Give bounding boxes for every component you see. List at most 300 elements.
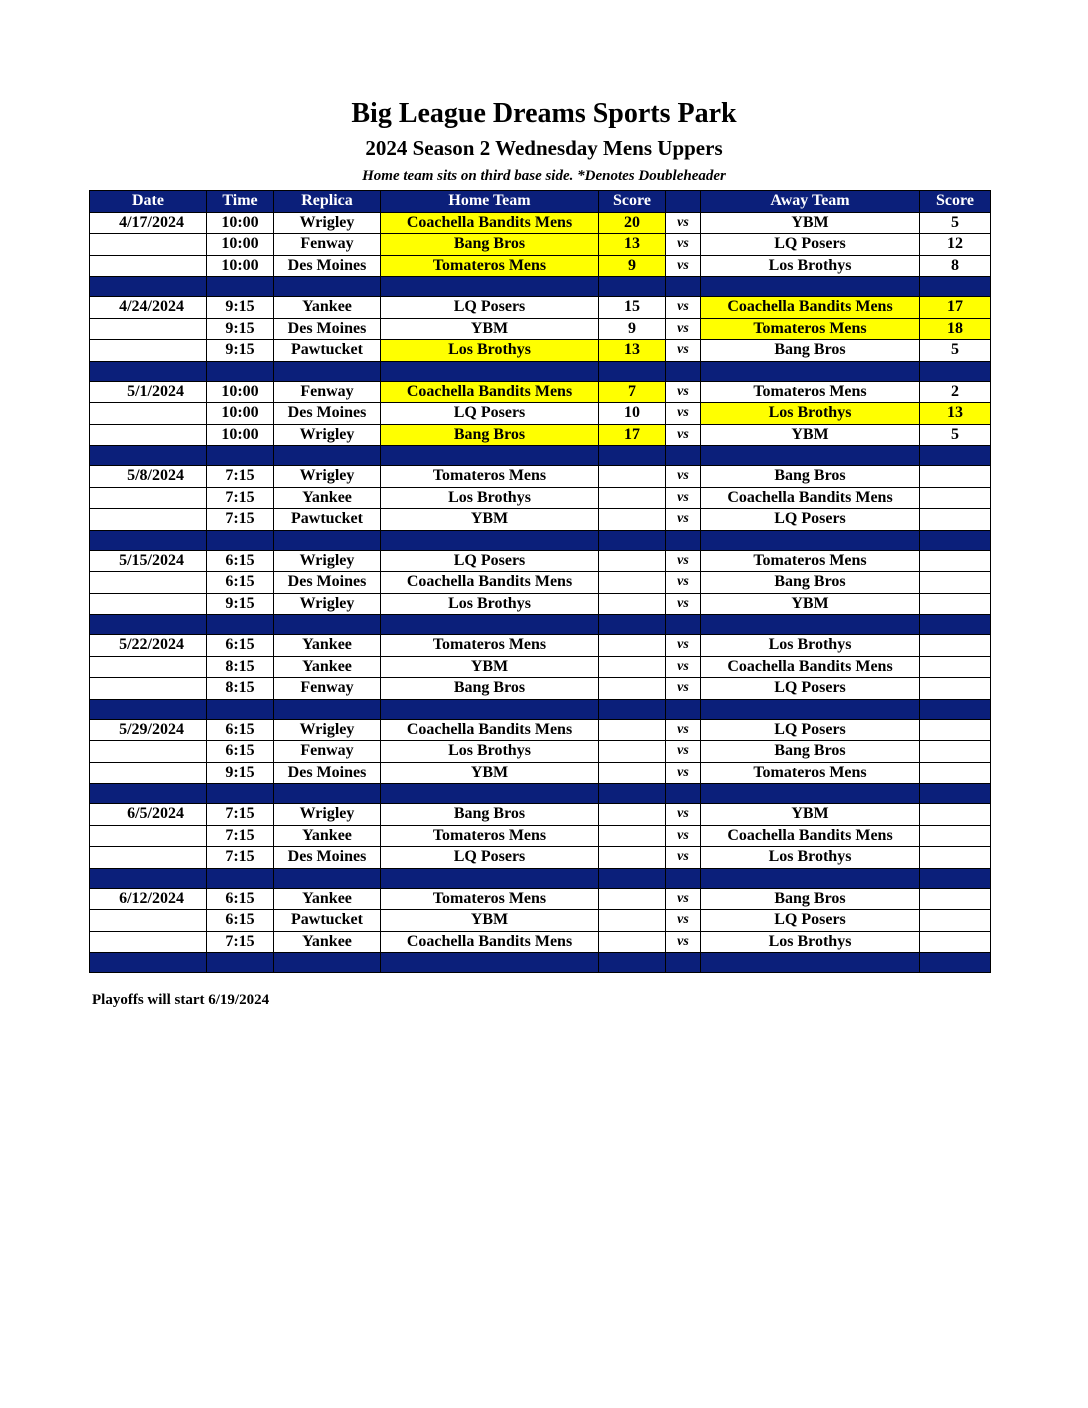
home-team: YBM xyxy=(381,318,599,340)
away-team: Tomateros Mens xyxy=(701,318,920,340)
away-team: Los Brothys xyxy=(701,635,920,657)
away-score: 13 xyxy=(920,403,991,425)
separator-cell xyxy=(274,615,381,635)
home-team: Bang Bros xyxy=(381,678,599,700)
home-score: 17 xyxy=(599,424,666,446)
vs-label: vs xyxy=(666,509,701,531)
away-score xyxy=(920,847,991,869)
home-team: YBM xyxy=(381,509,599,531)
week-separator-row xyxy=(90,699,991,719)
table-row xyxy=(90,340,991,362)
away-team: LQ Posers xyxy=(701,234,920,256)
game-replica: Pawtucket xyxy=(274,910,381,932)
separator-cell xyxy=(920,361,991,381)
separator-cell xyxy=(207,530,274,550)
vs-label: vs xyxy=(666,318,701,340)
home-team: YBM xyxy=(381,656,599,678)
separator-cell xyxy=(599,530,666,550)
table-row xyxy=(90,381,991,403)
game-replica: Wrigley xyxy=(274,550,381,572)
vs-label: vs xyxy=(666,804,701,826)
vs-label: vs xyxy=(666,424,701,446)
separator-cell xyxy=(666,277,701,297)
week-separator-row xyxy=(90,615,991,635)
vs-label: vs xyxy=(666,719,701,741)
home-score xyxy=(599,487,666,509)
away-score xyxy=(920,804,991,826)
separator-cell xyxy=(207,953,274,973)
away-team: Los Brothys xyxy=(701,931,920,953)
vs-label: vs xyxy=(666,234,701,256)
away-score xyxy=(920,635,991,657)
game-time: 6:15 xyxy=(207,910,274,932)
game-date xyxy=(90,847,207,869)
separator-cell xyxy=(701,277,920,297)
table-row xyxy=(90,888,991,910)
week-separator-row xyxy=(90,530,991,550)
separator-cell xyxy=(599,361,666,381)
separator-cell xyxy=(920,784,991,804)
separator-cell xyxy=(701,615,920,635)
home-team: Coachella Bandits Mens xyxy=(381,212,599,234)
home-score: 15 xyxy=(599,297,666,319)
game-replica: Fenway xyxy=(274,234,381,256)
game-time: 7:15 xyxy=(207,825,274,847)
table-row xyxy=(90,847,991,869)
game-date: 4/24/2024 xyxy=(90,297,207,319)
separator-cell xyxy=(207,615,274,635)
home-team: Tomateros Mens xyxy=(381,825,599,847)
game-date xyxy=(90,340,207,362)
vs-label: vs xyxy=(666,466,701,488)
away-team: Bang Bros xyxy=(701,572,920,594)
away-team: LQ Posers xyxy=(701,509,920,531)
home-score xyxy=(599,593,666,615)
home-team: Tomateros Mens xyxy=(381,635,599,657)
col-header-vs xyxy=(666,191,701,213)
vs-label: vs xyxy=(666,888,701,910)
separator-cell xyxy=(920,446,991,466)
game-date xyxy=(90,656,207,678)
separator-cell xyxy=(274,361,381,381)
game-time: 7:15 xyxy=(207,931,274,953)
away-score xyxy=(920,509,991,531)
home-score xyxy=(599,804,666,826)
away-score: 5 xyxy=(920,424,991,446)
game-date: 5/15/2024 xyxy=(90,550,207,572)
table-row xyxy=(90,931,991,953)
separator-cell xyxy=(381,446,599,466)
away-score xyxy=(920,572,991,594)
schedule-table xyxy=(89,190,991,973)
home-team: Coachella Bandits Mens xyxy=(381,572,599,594)
game-time: 6:15 xyxy=(207,550,274,572)
separator-cell xyxy=(599,699,666,719)
table-row xyxy=(90,318,991,340)
game-replica: Wrigley xyxy=(274,719,381,741)
separator-cell xyxy=(274,530,381,550)
separator-cell xyxy=(599,953,666,973)
table-row xyxy=(90,719,991,741)
separator-cell xyxy=(381,953,599,973)
home-team: LQ Posers xyxy=(381,847,599,869)
table-row xyxy=(90,825,991,847)
separator-cell xyxy=(381,530,599,550)
game-date xyxy=(90,403,207,425)
table-row xyxy=(90,212,991,234)
away-score: 18 xyxy=(920,318,991,340)
vs-label: vs xyxy=(666,593,701,615)
game-date xyxy=(90,424,207,446)
away-team: YBM xyxy=(701,593,920,615)
vs-label: vs xyxy=(666,825,701,847)
game-replica: Yankee xyxy=(274,931,381,953)
table-row xyxy=(90,762,991,784)
vs-label: vs xyxy=(666,931,701,953)
away-team: Bang Bros xyxy=(701,340,920,362)
separator-cell xyxy=(666,615,701,635)
game-replica: Wrigley xyxy=(274,804,381,826)
separator-cell xyxy=(207,868,274,888)
game-time: 9:15 xyxy=(207,297,274,319)
vs-label: vs xyxy=(666,656,701,678)
vs-label: vs xyxy=(666,910,701,932)
away-team: Coachella Bandits Mens xyxy=(701,487,920,509)
separator-cell xyxy=(207,699,274,719)
home-score xyxy=(599,741,666,763)
home-score: 13 xyxy=(599,340,666,362)
home-team: Bang Bros xyxy=(381,234,599,256)
game-time: 9:15 xyxy=(207,593,274,615)
away-team: LQ Posers xyxy=(701,719,920,741)
game-replica: Pawtucket xyxy=(274,509,381,531)
vs-label: vs xyxy=(666,550,701,572)
away-score xyxy=(920,487,991,509)
table-row xyxy=(90,741,991,763)
game-date xyxy=(90,509,207,531)
home-score xyxy=(599,825,666,847)
game-date xyxy=(90,678,207,700)
col-header-away-score: Score xyxy=(920,191,991,213)
away-team: LQ Posers xyxy=(701,910,920,932)
home-score xyxy=(599,910,666,932)
separator-cell xyxy=(381,699,599,719)
week-separator-row xyxy=(90,784,991,804)
game-time: 8:15 xyxy=(207,656,274,678)
col-header-date: Date xyxy=(90,191,207,213)
separator-cell xyxy=(90,615,207,635)
separator-cell xyxy=(90,277,207,297)
home-score xyxy=(599,656,666,678)
away-score: 17 xyxy=(920,297,991,319)
away-team: Bang Bros xyxy=(701,888,920,910)
table-row xyxy=(90,656,991,678)
table-row xyxy=(90,550,991,572)
vs-label: vs xyxy=(666,212,701,234)
away-team: Tomateros Mens xyxy=(701,550,920,572)
away-team: YBM xyxy=(701,804,920,826)
separator-cell xyxy=(274,868,381,888)
col-header-home-team: Home Team xyxy=(381,191,599,213)
separator-cell xyxy=(666,784,701,804)
game-date xyxy=(90,234,207,256)
game-replica: Wrigley xyxy=(274,466,381,488)
game-replica: Pawtucket xyxy=(274,340,381,362)
away-team: Coachella Bandits Mens xyxy=(701,297,920,319)
game-time: 10:00 xyxy=(207,424,274,446)
table-row xyxy=(90,593,991,615)
away-score xyxy=(920,678,991,700)
game-time: 9:15 xyxy=(207,340,274,362)
page-subtitle: 2024 Season 2 Wednesday Mens Uppers xyxy=(365,136,723,160)
separator-cell xyxy=(90,868,207,888)
separator-cell xyxy=(666,361,701,381)
table-row xyxy=(90,234,991,256)
home-score xyxy=(599,509,666,531)
home-team: Los Brothys xyxy=(381,593,599,615)
separator-cell xyxy=(701,361,920,381)
col-header-replica: Replica xyxy=(274,191,381,213)
home-team: Los Brothys xyxy=(381,741,599,763)
home-team: YBM xyxy=(381,910,599,932)
game-date xyxy=(90,255,207,277)
game-time: 6:15 xyxy=(207,888,274,910)
home-team: Coachella Bandits Mens xyxy=(381,931,599,953)
home-score: 9 xyxy=(599,255,666,277)
game-time: 6:15 xyxy=(207,719,274,741)
schedule-body xyxy=(90,212,991,973)
separator-cell xyxy=(207,361,274,381)
home-score xyxy=(599,719,666,741)
away-team: Coachella Bandits Mens xyxy=(701,656,920,678)
home-team: LQ Posers xyxy=(381,403,599,425)
game-date: 6/12/2024 xyxy=(90,888,207,910)
game-replica: Yankee xyxy=(274,487,381,509)
separator-cell xyxy=(274,277,381,297)
home-score xyxy=(599,550,666,572)
separator-cell xyxy=(920,699,991,719)
away-score: 2 xyxy=(920,381,991,403)
separator-cell xyxy=(90,361,207,381)
home-score xyxy=(599,762,666,784)
table-row xyxy=(90,297,991,319)
game-date xyxy=(90,825,207,847)
game-time: 10:00 xyxy=(207,381,274,403)
week-separator-row xyxy=(90,277,991,297)
game-time: 7:15 xyxy=(207,487,274,509)
separator-cell xyxy=(274,784,381,804)
home-score xyxy=(599,931,666,953)
home-score xyxy=(599,466,666,488)
game-replica: Fenway xyxy=(274,381,381,403)
game-date xyxy=(90,910,207,932)
game-time: 10:00 xyxy=(207,403,274,425)
separator-cell xyxy=(90,953,207,973)
game-date xyxy=(90,741,207,763)
home-team: LQ Posers xyxy=(381,550,599,572)
vs-label: vs xyxy=(666,572,701,594)
separator-cell xyxy=(90,784,207,804)
col-header-home-score: Score xyxy=(599,191,666,213)
vs-label: vs xyxy=(666,487,701,509)
game-date xyxy=(90,762,207,784)
table-row xyxy=(90,678,991,700)
separator-cell xyxy=(701,699,920,719)
game-replica: Wrigley xyxy=(274,212,381,234)
home-score: 9 xyxy=(599,318,666,340)
game-replica: Wrigley xyxy=(274,593,381,615)
game-replica: Yankee xyxy=(274,825,381,847)
col-header-away-team: Away Team xyxy=(701,191,920,213)
away-score xyxy=(920,550,991,572)
home-team: Coachella Bandits Mens xyxy=(381,381,599,403)
table-row xyxy=(90,910,991,932)
game-date xyxy=(90,487,207,509)
separator-cell xyxy=(920,277,991,297)
table-row xyxy=(90,466,991,488)
table-row xyxy=(90,487,991,509)
game-date: 6/5/2024 xyxy=(90,804,207,826)
home-team: Bang Bros xyxy=(381,424,599,446)
separator-cell xyxy=(599,277,666,297)
away-score xyxy=(920,931,991,953)
game-date: 4/17/2024 xyxy=(90,212,207,234)
vs-label: vs xyxy=(666,847,701,869)
home-team: Tomateros Mens xyxy=(381,888,599,910)
separator-cell xyxy=(666,868,701,888)
table-row xyxy=(90,424,991,446)
game-date: 5/8/2024 xyxy=(90,466,207,488)
game-date xyxy=(90,593,207,615)
game-replica: Yankee xyxy=(274,635,381,657)
game-replica: Des Moines xyxy=(274,255,381,277)
home-score xyxy=(599,888,666,910)
game-replica: Yankee xyxy=(274,656,381,678)
game-time: 7:15 xyxy=(207,847,274,869)
vs-label: vs xyxy=(666,741,701,763)
separator-cell xyxy=(701,868,920,888)
away-score xyxy=(920,593,991,615)
game-time: 10:00 xyxy=(207,255,274,277)
away-team: Los Brothys xyxy=(701,255,920,277)
away-score xyxy=(920,656,991,678)
home-score: 13 xyxy=(599,234,666,256)
separator-cell xyxy=(381,868,599,888)
vs-label: vs xyxy=(666,678,701,700)
game-time: 9:15 xyxy=(207,318,274,340)
home-team: Bang Bros xyxy=(381,804,599,826)
away-score xyxy=(920,910,991,932)
separator-cell xyxy=(90,530,207,550)
home-score xyxy=(599,572,666,594)
home-team: Tomateros Mens xyxy=(381,466,599,488)
separator-cell xyxy=(207,784,274,804)
game-time: 10:00 xyxy=(207,234,274,256)
away-team: LQ Posers xyxy=(701,678,920,700)
away-team: Los Brothys xyxy=(701,847,920,869)
table-row xyxy=(90,572,991,594)
separator-cell xyxy=(599,615,666,635)
game-time: 7:15 xyxy=(207,466,274,488)
week-separator-row xyxy=(90,953,991,973)
table-row xyxy=(90,804,991,826)
separator-cell xyxy=(381,361,599,381)
home-score xyxy=(599,678,666,700)
separator-cell xyxy=(274,446,381,466)
away-team: Bang Bros xyxy=(701,466,920,488)
separator-cell xyxy=(701,530,920,550)
game-time: 6:15 xyxy=(207,572,274,594)
away-score xyxy=(920,719,991,741)
table-row xyxy=(90,255,991,277)
separator-cell xyxy=(666,446,701,466)
game-time: 8:15 xyxy=(207,678,274,700)
away-score xyxy=(920,741,991,763)
away-team: Tomateros Mens xyxy=(701,762,920,784)
away-score xyxy=(920,888,991,910)
away-score: 12 xyxy=(920,234,991,256)
separator-cell xyxy=(920,615,991,635)
game-date xyxy=(90,572,207,594)
game-date xyxy=(90,318,207,340)
game-replica: Yankee xyxy=(274,297,381,319)
away-team: YBM xyxy=(701,212,920,234)
game-replica: Des Moines xyxy=(274,847,381,869)
separator-cell xyxy=(207,446,274,466)
separator-cell xyxy=(381,277,599,297)
vs-label: vs xyxy=(666,403,701,425)
away-team: YBM xyxy=(701,424,920,446)
header-row xyxy=(90,191,991,213)
separator-cell xyxy=(381,784,599,804)
playoffs-note: Playoffs will start 6/19/2024 xyxy=(92,992,270,1008)
home-team: Tomateros Mens xyxy=(381,255,599,277)
game-time: 9:15 xyxy=(207,762,274,784)
away-team: Bang Bros xyxy=(701,741,920,763)
away-score: 5 xyxy=(920,340,991,362)
week-separator-row xyxy=(90,446,991,466)
vs-label: vs xyxy=(666,635,701,657)
separator-cell xyxy=(599,446,666,466)
away-score: 5 xyxy=(920,212,991,234)
game-replica: Fenway xyxy=(274,678,381,700)
separator-cell xyxy=(274,953,381,973)
table-row xyxy=(90,403,991,425)
table-row xyxy=(90,635,991,657)
separator-cell xyxy=(701,446,920,466)
separator-cell xyxy=(920,530,991,550)
away-team: Coachella Bandits Mens xyxy=(701,825,920,847)
game-time: 6:15 xyxy=(207,635,274,657)
home-score: 10 xyxy=(599,403,666,425)
separator-cell xyxy=(274,699,381,719)
away-score: 8 xyxy=(920,255,991,277)
separator-cell xyxy=(90,446,207,466)
page-title: Big League Dreams Sports Park xyxy=(351,98,737,129)
separator-cell xyxy=(666,699,701,719)
away-score xyxy=(920,762,991,784)
separator-cell xyxy=(666,953,701,973)
game-date: 5/22/2024 xyxy=(90,635,207,657)
separator-cell xyxy=(920,953,991,973)
away-team: Tomateros Mens xyxy=(701,381,920,403)
separator-cell xyxy=(381,615,599,635)
separator-cell xyxy=(207,277,274,297)
col-header-time: Time xyxy=(207,191,274,213)
separator-cell xyxy=(701,784,920,804)
game-replica: Des Moines xyxy=(274,318,381,340)
separator-cell xyxy=(599,868,666,888)
